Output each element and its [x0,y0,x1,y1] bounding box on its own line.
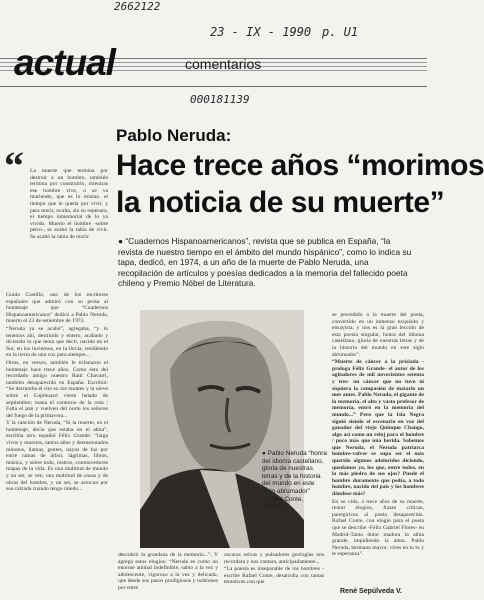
col2-paragraph: descubrir la grandeza de la memoria...”, Y agrega estos elogios: “Neruda es como un enorme animal indefinible, sabio a la vez y adolescente, vigoroso a la vez y delicado, que desde sus pasos prodigiosos y turbiones por entre [118,552,218,591]
photo-caption: ● Pablo Neruda “honra del idioma castellano, gloria de nuestras letras y de la historia del mundo en este siglo abrumador” (Rafael Conte, España). [262,450,327,511]
handwritten-code: 2662122 [114,0,161,13]
section-name: actual [14,42,115,83]
col3-body [224,552,324,600]
col2-body [118,552,218,600]
col3-paragraph: “La poesía es inseparable de los hombres -escribe Rafael Conte, desarrolla con tantas tentativas con que [224,566,324,586]
neruda-photo [140,310,304,548]
handwritten-page: p. U1 [322,25,359,39]
article-byline: René Sepúlveda V. [340,588,402,595]
col3-paragraph: oscuras selvas y pulsadores geologías nos recordara y nos cantara, anticipadamente... [224,552,324,565]
col1-paragraph: La muerte que termina por destruir a un hombre, también termina por construirlo, mientras ese hombre vive, o se va muriendo, que es lo mismo. el tiempo que le queda por vivir, y para morir, oculta, sin su espesura, el tiempo inmemorial de lo ya vivido. Muerto el hombre -sobre perro-, se acabó la rabia de vivir. Se acabó la rabia de morir. [30,168,108,240]
col4-paragraph: En su vida, a trece años de su muerte, reunir elogios, frases críticas, panegíricos al poeta desaparecido. Rafael Conte, con elogio para el poeta que se describe -Félix Gabriel Flores- en Madrid-Tanto dolor madura la alma grande, impidiendo la alma. Pablo Neruda, hermano mayor, vives en tu tu y te esperanza”. [332,498,424,558]
headline-line-2: la noticia de su muerte” [116,186,445,219]
col1-paragraph: Otros, en versos, también le tributaron el homenaje hace trece años. Como ésta del recordado amigo nuestro Raúl Chavarri, también desaparecido en España. Escribió: “Se derrumba el rito en los montes y la nieve sobre el Copihuacó vierte helado de septiembre; mana el contorno de la rosa / Falta el pan y vuelven del norte los señores del fuego de la primavera... [6,359,108,419]
headline-line-1: Hace trece años “morimos [116,149,484,182]
col4-paragraph: se precedido a la muerte del poeta, convertido en un inmenso exquisito y ensayista, y nos es la gran lección de esta poesía singular, honra del idioma castellano, gloria de nuestras letras y de la historia del mundo en este siglo abrumador”. [332,312,424,358]
col4-paragraph: “Muerte de cáncer a la prisiada -prologa Félix Grande- el autor de los agitadores de mil novecientos setenta y tres- un cáncer que no tuvo ni siquiera la compasión de matarlo un mes antes. Pablo Neruda, el gigante de la memoria, el alto y vasto profesor de memoria, entró en la memoria del mundo...” Pero que la Isla Negra siguió siendo el escenario en voz del ganador del viejo Quinquo Chango, algo así como un reloj para el hombre / poco más que una herida. Sabemos que Neruda, el Neruda patriarca hombre-volver se supo ser el más querido algunos adoloridos diciendo, quedamos ya, los que, entre todos, en la más piedra de sus ojos? Puede el hombre duramente que pedía, a todo hombre, nacido del país y los hombres dándose más? [332,359,424,498]
header-rule-bottom [0,86,427,87]
handwritten-record-number: 000181139 [190,93,250,106]
section-subsection: comentarios [185,56,262,72]
drop-cap-quote: “ [4,143,24,188]
col1-paragraph: Y la canción de Neruda, “Si la muerte, en el homenaje, decía que estaba en el alma”, escribía otro español Félix Grande: “larga vivos y muertos, tantos años y desmesurados minutos, llamas, gentes, nayos de luz por entre ramas de árbol, lágrimas, libros, música, y sobre todo, rostros, conmovedores mapas de la vida. Es una multitud de mundo y un ser, se ven, una multitud de cosas y de obras del hombre, y un ser, se acercan por esa calzada cuando tengo miedo... [6,420,108,493]
article-kicker: Pablo Neruda: [116,126,232,145]
col1-body [6,292,108,592]
col1-intro [30,168,108,292]
col1-paragraph: “Neruda ya se acabó”, agregaba, “y lo tenemos ahí, destruido y entero, acabado y diciendo lo que tenía que decir, nacido en el Sur, en los inviernos, en la lluvia, residiendo en la tierra de una voz para siempre... [6,325,108,359]
article-lead: ● “Cuadernos Hispanoamericanos”, revista que se publica en España, “la revista de nuestro tiempo en el ámbito del mundo hispánico”, como lo indica su tapa, dedicó, en 1974, a un año de la muerte de Pablo Neruda, una recopilación de artículos y poesías dedicados a la memoria del fallecido poeta chileno y Premio Nóbel de Literatura. [118,236,412,289]
col4-body [332,312,424,584]
col1-paragraph: Guido Castillo, uno de los escritores españoles que admiró con su prosa al homenaje que “Cuadernos Hispanoamericanos” dedicó a Pablo Neruda, muerto el 23 de setiembre de 1973. [6,292,108,325]
neruda-portrait-image [140,310,304,548]
handwritten-date: 23 - IX - 1990 [210,25,312,39]
